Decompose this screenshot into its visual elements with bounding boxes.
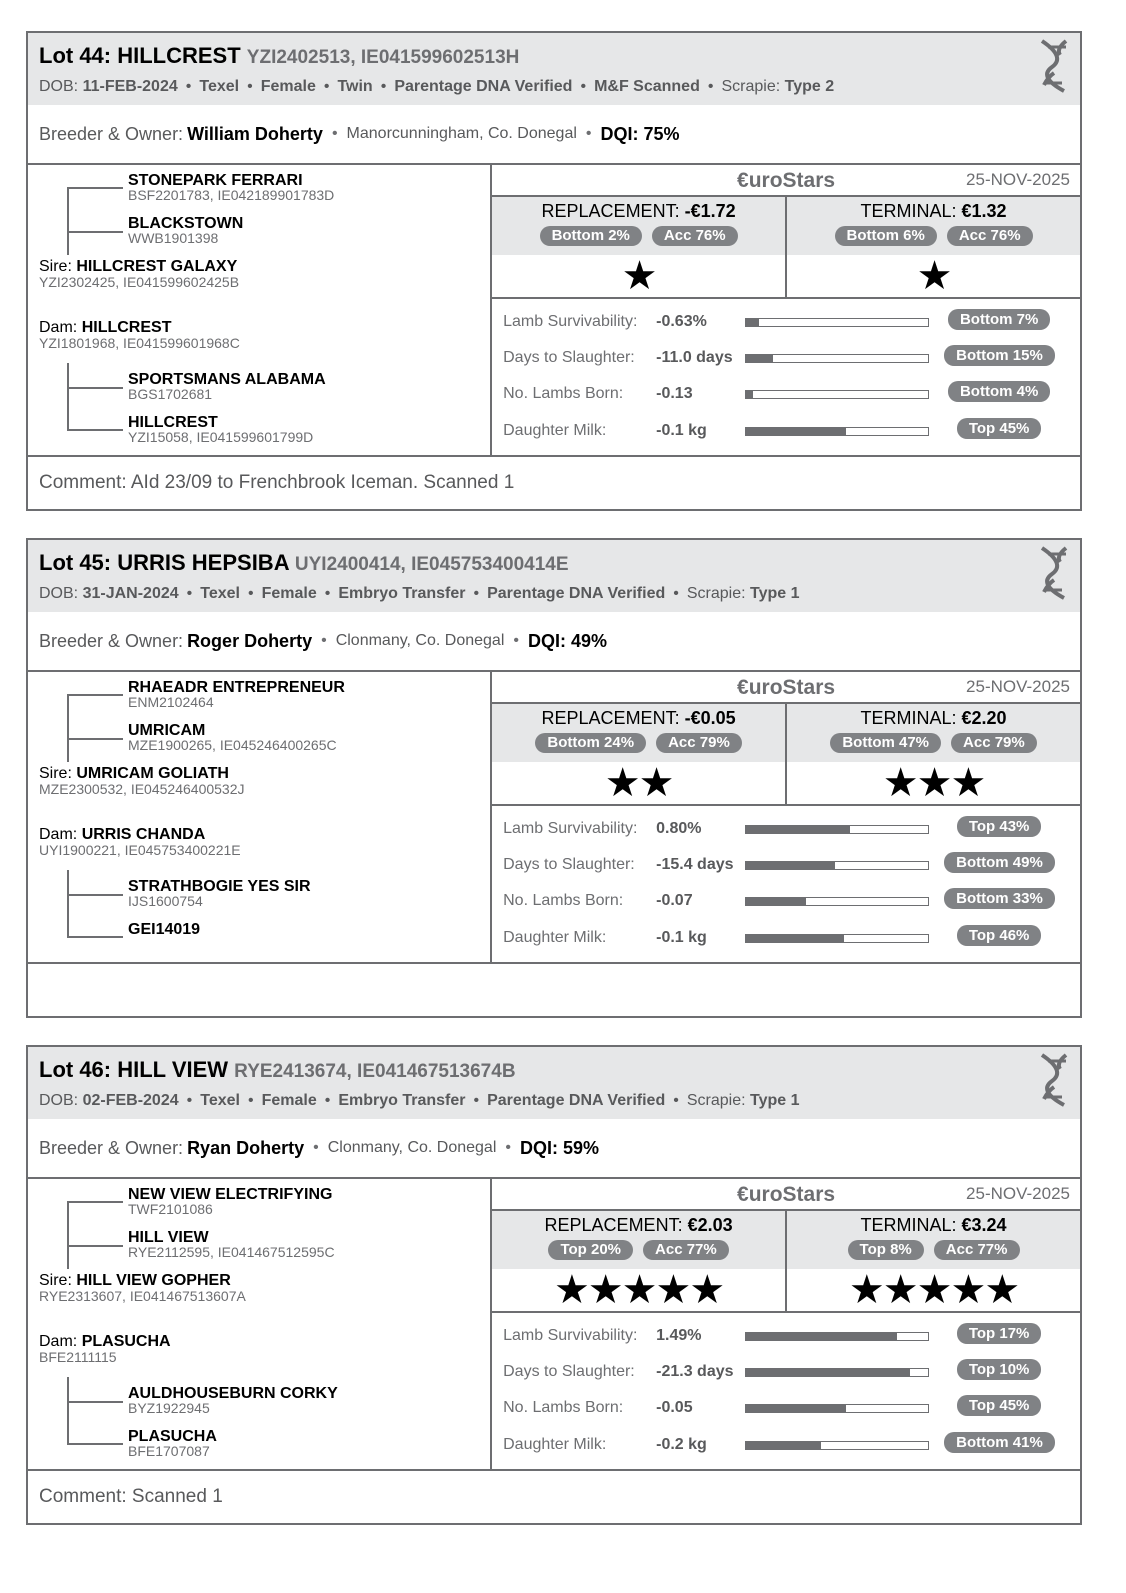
trait-row bbox=[492, 886, 1080, 916]
trait-percentile-fill bbox=[746, 935, 844, 942]
replacement-label: REPLACEMENT: bbox=[541, 201, 680, 221]
replacement-label: REPLACEMENT: bbox=[544, 1215, 683, 1235]
trait-percentile-bar bbox=[745, 861, 929, 870]
trait-rank-badge: Top 17% bbox=[957, 1323, 1042, 1344]
breeder-label: Breeder & Owner: bbox=[39, 630, 184, 651]
trait-name: Daughter Milk: bbox=[503, 422, 607, 439]
sire-sire-name: RHAEADR ENTREPRENEUR bbox=[128, 679, 345, 696]
terminal-label: TERMINAL: bbox=[860, 1215, 957, 1235]
trait-percentile-bar bbox=[745, 825, 929, 834]
lot-tags: RYE2413674, IE041467513674B bbox=[234, 1061, 516, 1082]
breed: Texel bbox=[199, 78, 240, 95]
trait-rank-badge: Top 10% bbox=[957, 1359, 1042, 1380]
dam-sire-id: BGS1702681 bbox=[128, 386, 213, 402]
trait-percentile-bar bbox=[745, 1441, 929, 1450]
eurostars-header bbox=[492, 1179, 1080, 1211]
terminal-rank-badge: Top 8% bbox=[848, 1240, 924, 1260]
lot-info: DOB: 31-JAN-2024 • Texel • Female • Embryo Transfer • Parentage DNA Verified • Scrapie: Type 1 bbox=[39, 585, 800, 602]
trait-rank-badge: Bottom 41% bbox=[944, 1432, 1055, 1453]
eurostars-title: €uroStars bbox=[737, 676, 836, 699]
sire-role: Sire: bbox=[39, 258, 72, 275]
trait-row bbox=[492, 379, 1080, 409]
index-row bbox=[492, 704, 1080, 806]
trait-row bbox=[492, 1430, 1080, 1460]
dob-value: 31-JAN-2024 bbox=[82, 585, 179, 602]
trait-value: -0.63% bbox=[656, 313, 707, 330]
trait-rank-badge: Top 46% bbox=[957, 925, 1042, 946]
trait-value: 0.80% bbox=[656, 820, 702, 837]
eurostars-date: 25-NOV-2025 bbox=[966, 1184, 1070, 1203]
terminal-stars-icon: ★ bbox=[916, 254, 951, 298]
sire-sire-id: ENM2102464 bbox=[128, 694, 214, 710]
trait-percentile-bar bbox=[745, 354, 929, 363]
sire-id: RYE2313607, IE041467513607A bbox=[39, 1288, 246, 1304]
dob-label: DOB: bbox=[39, 1092, 79, 1109]
terminal-rank-badge: Bottom 6% bbox=[835, 226, 937, 246]
trait-percentile-bar bbox=[745, 427, 929, 436]
dam-role: Dam: bbox=[39, 1333, 78, 1350]
eurostars-date: 25-NOV-2025 bbox=[966, 677, 1070, 696]
trait-rank-wrap bbox=[944, 890, 1054, 908]
breeder-location: Manorcunningham, Co. Donegal bbox=[346, 125, 577, 142]
dam-line bbox=[39, 826, 205, 843]
index-row bbox=[492, 1211, 1080, 1313]
trait-rank-badge: Bottom 4% bbox=[948, 381, 1050, 402]
lot-name: Lot 45: URRIS HEPSIBA bbox=[39, 550, 289, 575]
dam-sire-name: AULDHOUSEBURN CORKY bbox=[128, 1385, 338, 1402]
dqi-value: DQI: 75% bbox=[600, 123, 680, 144]
dob-label: DOB: bbox=[39, 585, 79, 602]
breeder-label: Breeder & Owner: bbox=[39, 1137, 184, 1158]
trait-percentile-fill bbox=[746, 1369, 910, 1376]
lot-comment bbox=[28, 964, 1080, 1016]
trait-name: Daughter Milk: bbox=[503, 1436, 607, 1453]
sire-name: UMRICAM GOLIATH bbox=[76, 765, 229, 782]
dam-role: Dam: bbox=[39, 826, 78, 843]
trait-row bbox=[492, 1393, 1080, 1423]
eurostars-panel bbox=[492, 672, 1080, 962]
replacement-label-line bbox=[492, 708, 785, 728]
replacement-rank-badge: Top 20% bbox=[548, 1240, 633, 1260]
lot-comment: Comment: Scanned 1 bbox=[39, 1486, 223, 1507]
sire-line bbox=[39, 258, 237, 275]
trait-name: Days to Slaughter: bbox=[503, 349, 635, 366]
dob-value: 11-FEB-2024 bbox=[82, 78, 178, 95]
dob-label: DOB: bbox=[39, 78, 79, 95]
lot-header bbox=[28, 540, 1080, 612]
trait-name: Lamb Survivability: bbox=[503, 313, 638, 330]
terminal-rank-badge: Bottom 47% bbox=[830, 733, 941, 753]
replacement-rank-badge: Bottom 24% bbox=[535, 733, 646, 753]
sire-line bbox=[39, 1272, 231, 1289]
sex: Female bbox=[261, 1092, 317, 1109]
sire-sire-name: NEW VIEW ELECTRIFYING bbox=[128, 1186, 333, 1203]
trait-name: Days to Slaughter: bbox=[503, 1363, 635, 1380]
replacement-index bbox=[492, 704, 785, 804]
dam-sire-id: IJS1600754 bbox=[128, 893, 203, 909]
trait-percentile-fill bbox=[746, 391, 753, 398]
trait-percentile-fill bbox=[746, 319, 759, 326]
trait-percentile-bar bbox=[745, 1368, 929, 1377]
dam-id: BFE2111115 bbox=[39, 1349, 117, 1365]
trait-row bbox=[492, 1357, 1080, 1387]
terminal-value: €3.24 bbox=[961, 1215, 1007, 1235]
trait-row bbox=[492, 307, 1080, 337]
replacement-value: -€1.72 bbox=[684, 201, 736, 221]
replacement-stars-icon: ★ bbox=[621, 254, 656, 298]
eurostars-panel bbox=[492, 1179, 1080, 1469]
dam-dam-name: PLASUCHA bbox=[128, 1428, 217, 1445]
breeder-location: Clonmany, Co. Donegal bbox=[327, 1139, 497, 1156]
lot-info: DOB: 02-FEB-2024 • Texel • Female • Embryo Transfer • Parentage DNA Verified • Scrapie: Type 1 bbox=[39, 1092, 800, 1109]
lot-tags: UYI2400414, IE045753400414E bbox=[294, 554, 569, 575]
trait-rank-wrap bbox=[944, 1434, 1054, 1452]
trait-percentile-bar bbox=[745, 1332, 929, 1341]
trait-row bbox=[492, 343, 1080, 373]
replacement-value: €2.03 bbox=[687, 1215, 733, 1235]
dam-line bbox=[39, 1333, 171, 1350]
sire-dam-name: UMRICAM bbox=[128, 722, 206, 739]
trait-value: -15.4 days bbox=[656, 856, 734, 873]
breeder-row: Breeder & Owner: Roger Doherty • Clonmany, Co. Donegal • DQI: 49% bbox=[28, 612, 1080, 672]
trait-percentile-bar bbox=[745, 897, 929, 906]
replacement-acc-badge: Acc 79% bbox=[656, 733, 742, 753]
birth-type: Twin bbox=[337, 78, 373, 95]
extra-status: M&F Scanned bbox=[594, 78, 700, 95]
dam-name: PLASUCHA bbox=[81, 1333, 171, 1350]
trait-name: No. Lambs Born: bbox=[503, 892, 624, 909]
scrapie-value: Type 1 bbox=[750, 1092, 800, 1109]
trait-percentile-fill bbox=[746, 898, 806, 905]
trait-percentile-fill bbox=[746, 355, 773, 362]
lot-title bbox=[39, 1055, 1069, 1087]
terminal-acc-badge: Acc 77% bbox=[934, 1240, 1020, 1260]
scrapie-label: Scrapie: bbox=[686, 1092, 746, 1109]
birth-type: Embryo Transfer bbox=[338, 585, 466, 602]
replacement-label-line bbox=[492, 201, 785, 221]
dna-icon bbox=[1036, 546, 1072, 600]
dam-dam-name: HILLCREST bbox=[128, 414, 218, 431]
traits-list bbox=[492, 299, 1080, 455]
scrapie-label: Scrapie: bbox=[686, 585, 746, 602]
trait-value: -0.07 bbox=[656, 892, 693, 909]
sex: Female bbox=[261, 585, 317, 602]
terminal-stars-icon: ★★★★★ bbox=[848, 1268, 1019, 1312]
trait-value: -0.05 bbox=[656, 1399, 693, 1416]
eurostars-header bbox=[492, 165, 1080, 197]
terminal-label: TERMINAL: bbox=[860, 708, 957, 728]
replacement-label-line bbox=[492, 1215, 785, 1235]
trait-row bbox=[492, 850, 1080, 880]
dam-dam-id: BFE1707087 bbox=[128, 1443, 210, 1459]
lot-info: DOB: 11-FEB-2024 • Texel • Female • Twin • Parentage DNA Verified • M&F Scanned • Scrapie: Type 2 bbox=[39, 78, 835, 95]
sire-dam-id: MZE1900265, IE045246400265C bbox=[128, 737, 337, 753]
trait-rank-wrap bbox=[944, 854, 1054, 872]
lot-body bbox=[28, 165, 1080, 457]
trait-rank-wrap bbox=[944, 1361, 1054, 1379]
lot-card bbox=[26, 538, 1082, 1018]
terminal-value: €2.20 bbox=[961, 708, 1007, 728]
eurostars-title: €uroStars bbox=[737, 169, 836, 192]
dam-dam-id: YZI15058, IE041599601799D bbox=[128, 429, 314, 445]
eurostars-panel bbox=[492, 165, 1080, 455]
sire-name: HILLCREST GALAXY bbox=[76, 258, 238, 275]
dam-name: HILLCREST bbox=[81, 319, 172, 336]
trait-percentile-fill bbox=[746, 826, 850, 833]
lot-comment: Comment: AId 23/09 to Frenchbrook Iceman. Scanned 1 bbox=[39, 472, 515, 493]
sire-id: MZE2300532, IE045246400532J bbox=[39, 781, 245, 797]
eurostars-date: 25-NOV-2025 bbox=[966, 170, 1070, 189]
dob-value: 02-FEB-2024 bbox=[82, 1092, 179, 1109]
trait-percentile-fill bbox=[746, 862, 835, 869]
trait-rank-wrap bbox=[944, 311, 1054, 329]
birth-type: Embryo Transfer bbox=[338, 1092, 466, 1109]
sire-dam-name: BLACKSTOWN bbox=[128, 215, 244, 232]
replacement-index bbox=[492, 197, 785, 297]
lot-title bbox=[39, 548, 1069, 580]
traits-list bbox=[492, 806, 1080, 962]
trait-name: Daughter Milk: bbox=[503, 929, 607, 946]
breeder-name: Roger Doherty bbox=[187, 630, 313, 651]
sire-role: Sire: bbox=[39, 765, 72, 782]
trait-percentile-fill bbox=[746, 1442, 821, 1449]
pedigree-tree bbox=[28, 672, 492, 962]
trait-rank-badge: Top 45% bbox=[957, 1395, 1042, 1416]
trait-rank-wrap bbox=[944, 818, 1054, 836]
lot-card bbox=[26, 1045, 1082, 1525]
scrapie-value: Type 2 bbox=[784, 78, 835, 95]
trait-percentile-fill bbox=[746, 1333, 897, 1340]
trait-rank-wrap bbox=[944, 1325, 1054, 1343]
dna-status: Parentage DNA Verified bbox=[487, 1092, 666, 1109]
sire-line bbox=[39, 765, 229, 782]
eurostars-title: €uroStars bbox=[737, 1183, 836, 1206]
trait-name: No. Lambs Born: bbox=[503, 385, 624, 402]
trait-percentile-bar bbox=[745, 934, 929, 943]
replacement-rank-badge: Bottom 2% bbox=[540, 226, 642, 246]
lot-title bbox=[39, 41, 1069, 73]
pedigree-tree bbox=[28, 165, 492, 455]
trait-rank-wrap bbox=[944, 347, 1054, 365]
trait-percentile-bar bbox=[745, 390, 929, 399]
traits-list bbox=[492, 1313, 1080, 1469]
replacement-label: REPLACEMENT: bbox=[541, 708, 680, 728]
sex: Female bbox=[260, 78, 316, 95]
trait-rank-badge: Top 45% bbox=[957, 418, 1042, 439]
replacement-index bbox=[492, 1211, 785, 1311]
breed: Texel bbox=[200, 585, 240, 602]
trait-rank-badge: Bottom 49% bbox=[944, 852, 1055, 873]
replacement-acc-badge: Acc 76% bbox=[652, 226, 738, 246]
trait-value: -0.13 bbox=[656, 385, 693, 402]
dna-icon bbox=[1036, 1053, 1072, 1107]
eurostars-header bbox=[492, 672, 1080, 704]
dna-status: Parentage DNA Verified bbox=[394, 78, 573, 95]
dam-id: YZI1801968, IE041599601968C bbox=[39, 335, 240, 351]
lot-body bbox=[28, 1179, 1080, 1471]
trait-value: 1.49% bbox=[656, 1327, 702, 1344]
trait-name: Lamb Survivability: bbox=[503, 820, 638, 837]
scrapie-value: Type 1 bbox=[750, 585, 800, 602]
terminal-label-line bbox=[787, 1215, 1080, 1235]
breeder-name: William Doherty bbox=[187, 123, 323, 144]
sire-dam-name: HILL VIEW bbox=[128, 1229, 209, 1246]
trait-percentile-bar bbox=[745, 1404, 929, 1413]
terminal-index bbox=[785, 197, 1080, 297]
sire-sire-name: STONEPARK FERRARI bbox=[128, 172, 303, 189]
breed: Texel bbox=[200, 1092, 240, 1109]
trait-value: -0.1 kg bbox=[656, 929, 707, 946]
trait-value: -11.0 days bbox=[656, 349, 733, 366]
breeder-row: Breeder & Owner: Ryan Doherty • Clonmany, Co. Donegal • DQI: 59% bbox=[28, 1119, 1080, 1179]
lot-header bbox=[28, 1047, 1080, 1119]
dam-role: Dam: bbox=[39, 319, 78, 336]
dqi-value: DQI: 49% bbox=[527, 630, 608, 651]
sire-dam-id: WWB1901398 bbox=[128, 230, 219, 246]
trait-percentile-bar bbox=[745, 318, 929, 327]
sire-sire-id: TWF2101086 bbox=[128, 1201, 213, 1217]
lot-card bbox=[26, 31, 1082, 511]
terminal-value: €1.32 bbox=[961, 201, 1007, 221]
trait-percentile-fill bbox=[746, 428, 846, 435]
lot-body bbox=[28, 672, 1080, 964]
terminal-label-line bbox=[787, 708, 1080, 728]
trait-value: -21.3 days bbox=[656, 1363, 734, 1380]
replacement-value: -€0.05 bbox=[684, 708, 736, 728]
trait-value: -0.2 kg bbox=[656, 1436, 707, 1453]
terminal-stars-icon: ★★★ bbox=[882, 761, 985, 805]
dam-sire-name: STRATHBOGIE YES SIR bbox=[128, 878, 311, 895]
trait-rank-wrap bbox=[944, 1397, 1054, 1415]
lot-name: Lot 46: HILL VIEW bbox=[39, 1057, 229, 1082]
dna-icon bbox=[1036, 39, 1072, 93]
trait-row bbox=[492, 923, 1080, 953]
breeder-name: Ryan Doherty bbox=[187, 1137, 305, 1158]
terminal-acc-badge: Acc 79% bbox=[951, 733, 1037, 753]
trait-rank-badge: Bottom 7% bbox=[948, 309, 1050, 330]
replacement-stars-icon: ★★★★★ bbox=[553, 1268, 724, 1312]
terminal-acc-badge: Acc 76% bbox=[947, 226, 1033, 246]
terminal-index bbox=[785, 704, 1080, 804]
breeder-row: Breeder & Owner: William Doherty • Manorcunningham, Co. Donegal • DQI: 75% bbox=[28, 105, 1080, 165]
trait-percentile-fill bbox=[746, 1405, 846, 1412]
trait-rank-badge: Top 43% bbox=[957, 816, 1042, 837]
dqi-value: DQI: 59% bbox=[520, 1137, 600, 1158]
breeder-location: Clonmany, Co. Donegal bbox=[335, 632, 505, 649]
trait-row bbox=[492, 814, 1080, 844]
dam-sire-id: BYZ1922945 bbox=[128, 1400, 210, 1416]
sire-dam-id: RYE2112595, IE041467512595C bbox=[128, 1244, 335, 1260]
replacement-stars-icon: ★★ bbox=[604, 761, 673, 805]
dna-status: Parentage DNA Verified bbox=[487, 585, 666, 602]
lot-tags: YZI2402513, IE041599602513H bbox=[246, 47, 520, 68]
trait-row bbox=[492, 1321, 1080, 1351]
trait-rank-wrap bbox=[944, 927, 1054, 945]
trait-name: Lamb Survivability: bbox=[503, 1327, 638, 1344]
terminal-index bbox=[785, 1211, 1080, 1311]
dam-id: UYI1900221, IE045753400221E bbox=[39, 842, 241, 858]
trait-rank-wrap bbox=[944, 420, 1054, 438]
replacement-acc-badge: Acc 77% bbox=[643, 1240, 729, 1260]
trait-rank-wrap bbox=[944, 383, 1054, 401]
trait-row bbox=[492, 416, 1080, 446]
dam-sire-name: SPORTSMANS ALABAMA bbox=[128, 371, 326, 388]
dam-line bbox=[39, 319, 171, 336]
pedigree-tree bbox=[28, 1179, 492, 1469]
breeder-label: Breeder & Owner: bbox=[39, 123, 184, 144]
sire-name: HILL VIEW GOPHER bbox=[76, 1272, 231, 1289]
index-row bbox=[492, 197, 1080, 299]
dam-name: URRIS CHANDA bbox=[81, 826, 206, 843]
trait-value: -0.1 kg bbox=[656, 422, 707, 439]
scrapie-label: Scrapie: bbox=[721, 78, 781, 95]
trait-name: No. Lambs Born: bbox=[503, 1399, 624, 1416]
trait-rank-badge: Bottom 33% bbox=[944, 888, 1055, 909]
sire-id: YZI2302425, IE041599602425B bbox=[39, 274, 240, 290]
terminal-label-line bbox=[787, 201, 1080, 221]
sire-role: Sire: bbox=[39, 1272, 72, 1289]
lot-name: Lot 44: HILLCREST bbox=[39, 43, 241, 68]
trait-name: Days to Slaughter: bbox=[503, 856, 635, 873]
trait-rank-badge: Bottom 15% bbox=[944, 345, 1055, 366]
dam-dam-name: GEI14019 bbox=[128, 921, 201, 938]
terminal-label: TERMINAL: bbox=[860, 201, 957, 221]
lot-header bbox=[28, 33, 1080, 105]
sire-sire-id: BSF2201783, IE042189901783D bbox=[128, 187, 335, 203]
